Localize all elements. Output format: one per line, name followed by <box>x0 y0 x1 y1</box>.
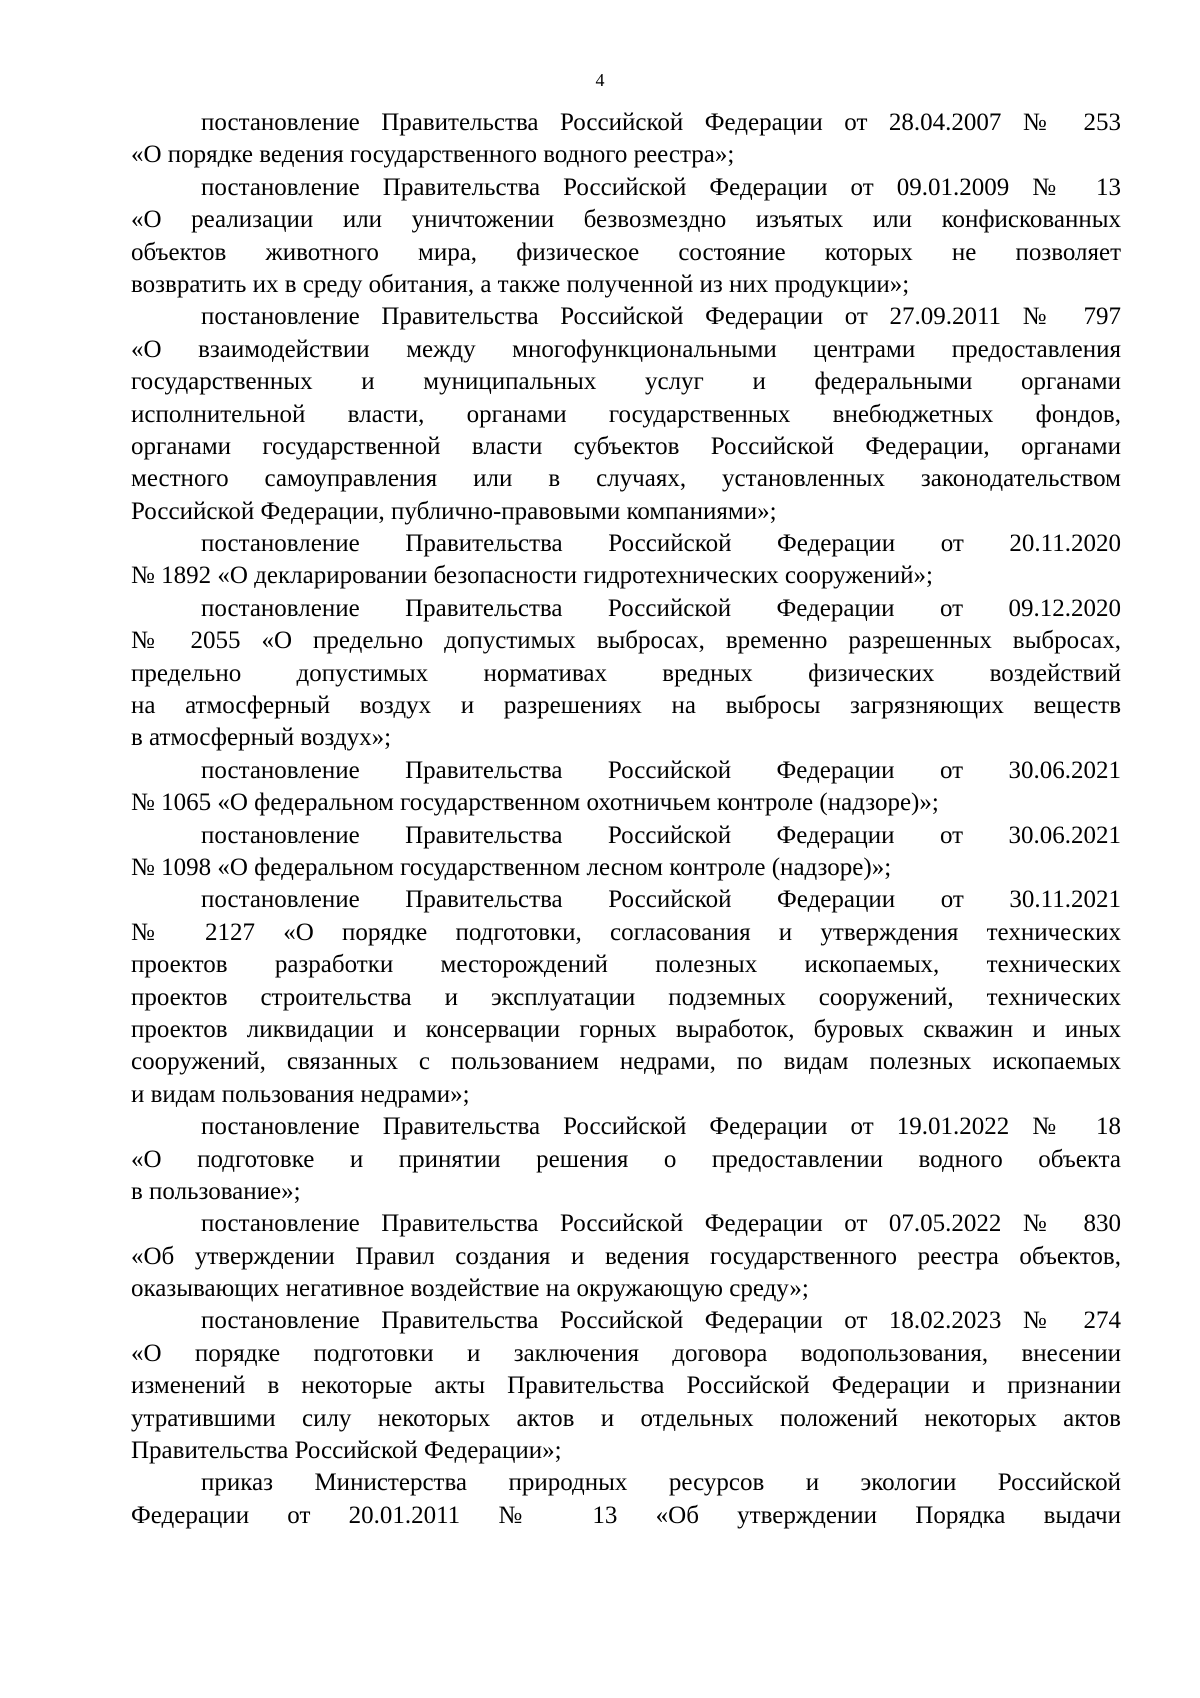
list-item-paragraph <box>131 1467 1121 1532</box>
text-line: объектов животного мира, физическое состояние которых не позволяет <box>131 238 1121 266</box>
list-item-paragraph <box>131 1111 1121 1208</box>
text-line: приказ Министерства природных ресурсов и экологии Российской <box>201 1469 1121 1497</box>
text-line: «Об утверждении Правил создания и ведения государственного реестра объектов, <box>131 1242 1121 1270</box>
text-line: «О порядке ведения государственного водного реестра»; <box>131 141 735 169</box>
list-item-paragraph <box>131 172 1121 302</box>
page-number: 4 <box>595 70 605 90</box>
list-item-paragraph <box>131 1305 1121 1467</box>
text-line: постановление Правительства Российской Федерации от 28.04.2007 № 253 <box>201 109 1121 136</box>
list-item-paragraph <box>131 820 1121 885</box>
text-line: «О порядке подготовки и заключения договора водопользования, внесении <box>131 1339 1121 1367</box>
text-line: постановление Правительства Российской Федерации от 20.11.2020 <box>201 530 1121 558</box>
list-item-paragraph <box>131 528 1121 593</box>
text-line: постановление Правительства Российской Федерации от 18.02.2023 № 274 <box>201 1307 1121 1335</box>
text-line: Российской Федерации, публично-правовыми компаниями»; <box>131 497 777 525</box>
text-line: местного самоуправления или в случаях, установленных законодательством <box>131 465 1121 493</box>
text-line: на атмосферный воздух и разрешениях на выбросы загрязняющих веществ <box>131 692 1121 720</box>
text-line: в атмосферный воздух»; <box>131 724 392 752</box>
text-line: постановление Правительства Российской Федерации от 09.01.2009 № 13 <box>201 173 1121 201</box>
list-item-paragraph <box>131 593 1121 755</box>
text-line: оказывающих негативное воздействие на окружающую среду»; <box>131 1275 809 1303</box>
text-line: исполнительной власти, органами государственных внебюджетных фондов, <box>131 400 1121 428</box>
text-line: «О подготовке и принятии решения о предоставлении водного объекта <box>131 1145 1121 1173</box>
text-line: сооружений, связанных с пользованием недрами, по видам полезных ископаемых <box>131 1048 1121 1076</box>
text-line: органами государственной власти субъектов Российской Федерации, органами <box>131 432 1121 460</box>
text-line: в пользование»; <box>131 1177 301 1205</box>
text-line: постановление Правительства Российской Федерации от 30.06.2021 <box>201 756 1121 784</box>
text-line: постановление Правительства Российской Федерации от 09.12.2020 <box>201 594 1121 622</box>
text-line: возвратить их в среду обитания, а также полученной из них продукции»; <box>131 270 910 298</box>
text-line: № 2127 «О порядке подготовки, согласования и утверждения технических <box>131 918 1121 946</box>
text-line: № 2055 «О предельно допустимых выбросах, временно разрешенных выбросах, <box>131 627 1121 655</box>
list-item-paragraph <box>131 107 1121 172</box>
text-line: «О взаимодействии между многофункциональными центрами предоставления <box>131 335 1121 363</box>
text-line: постановление Правительства Российской Федерации от 30.11.2021 <box>201 886 1121 914</box>
text-line: № 1098 «О федеральном государственном лесном контроле (надзоре)»; <box>131 853 892 881</box>
text-line: Правительства Российской Федерации»; <box>131 1437 562 1465</box>
text-line: постановление Правительства Российской Федерации от 19.01.2022 № 18 <box>201 1113 1121 1141</box>
list-item-paragraph <box>131 755 1121 820</box>
text-line: № 1892 «О декларировании безопасности гидротехнических сооружений»; <box>131 562 933 590</box>
text-line: постановление Правительства Российской Федерации от 07.05.2022 № 830 <box>201 1210 1121 1238</box>
text-line: государственных и муниципальных услуг и федеральными органами <box>131 368 1121 396</box>
text-line: предельно допустимых нормативах вредных физических воздействий <box>131 659 1121 687</box>
list-item-paragraph <box>131 1208 1121 1305</box>
text-line: и видам пользования недрами»; <box>131 1080 470 1108</box>
list-item-paragraph <box>131 301 1121 528</box>
document-body <box>131 107 1121 1532</box>
text-line: проектов разработки месторождений полезных ископаемых, технических <box>131 951 1121 979</box>
list-item-paragraph <box>131 884 1121 1111</box>
text-line: № 1065 «О федеральном государственном охотничьем контроле (надзоре)»; <box>131 789 939 817</box>
text-line: «О реализации или уничтожении безвозмездно изъятых или конфискованных <box>131 206 1121 234</box>
text-line: проектов строительства и эксплуатации подземных сооружений, технических <box>131 983 1121 1011</box>
text-line: утратившими силу некоторых актов и отдельных положений некоторых актов <box>131 1404 1121 1432</box>
text-line: постановление Правительства Российской Федерации от 30.06.2021 <box>201 821 1121 849</box>
text-line: проектов ликвидации и консервации горных выработок, буровых скважин и иных <box>131 1015 1121 1043</box>
text-line: постановление Правительства Российской Федерации от 27.09.2011 № 797 <box>201 303 1121 331</box>
text-line: Федерации от 20.01.2011 № 13 «Об утверждении Порядка выдачи <box>131 1501 1121 1529</box>
text-line: изменений в некоторые акты Правительства Российской Федерации и признании <box>131 1372 1121 1400</box>
